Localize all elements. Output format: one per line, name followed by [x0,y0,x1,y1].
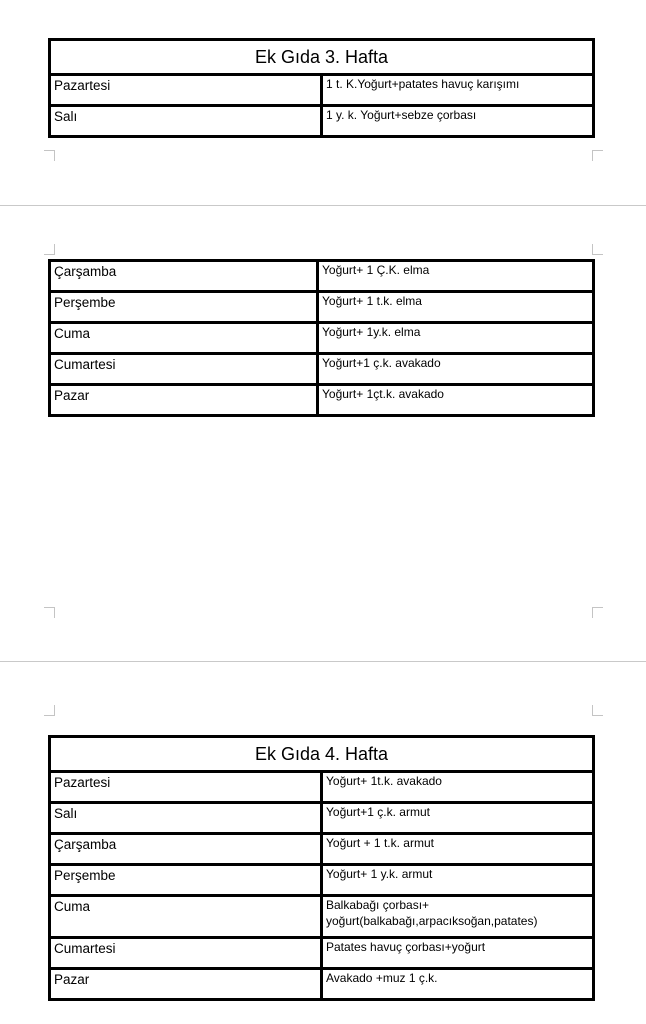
table-row [50,772,594,803]
day-cell: Cumartesi [50,354,318,385]
page-corner-mark [592,150,603,161]
table-row [50,896,594,938]
page-corner-mark [592,705,603,716]
page-corner-mark [592,244,603,255]
day-cell: Cumartesi [50,938,322,969]
food-cell: 1 y. k. Yoğurt+sebze çorbası [322,106,594,137]
table-row [50,969,594,1000]
table-row [50,865,594,896]
page-corner-mark [592,607,603,618]
day-cell: Perşembe [50,865,322,896]
food-cell: Yoğurt+ 1 y.k. armut [322,865,594,896]
food-cell: Patates havuç çorbası+yoğurt [322,938,594,969]
table-title-row [50,737,594,772]
food-cell: Yoğurt+1 ç.k. armut [322,803,594,834]
food-cell: 1 t. K.Yoğurt+patates havuç karışımı [322,75,594,106]
day-cell: Cuma [50,323,318,354]
food-cell: Yoğurt+ 1t.k. avakado [322,772,594,803]
day-cell: Pazar [50,969,322,1000]
food-cell: Balkabağı çorbası+ yoğurt(balkabağı,arpacıksoğan,patates) [322,896,594,938]
week3-title: Ek Gıda 3. Hafta [50,40,594,75]
table-row [50,106,594,137]
food-cell: Yoğurt+1 ç.k. avakado [318,354,594,385]
page-corner-mark [44,607,55,618]
table-title-row [50,40,594,75]
day-cell: Çarşamba [50,261,318,292]
day-cell: Cuma [50,896,322,938]
food-cell: Yoğurt+ 1y.k. elma [318,323,594,354]
table-row [50,75,594,106]
food-cell: Yoğurt+ 1çt.k. avakado [318,385,594,416]
table-row [50,803,594,834]
week4-table [48,735,595,1001]
table-row [50,261,594,292]
table-row [50,834,594,865]
table-row [50,938,594,969]
food-cell: Yoğurt+ 1 Ç.K. elma [318,261,594,292]
table-row [50,385,594,416]
food-cell: Avakado +muz 1 ç.k. [322,969,594,1000]
day-cell: Perşembe [50,292,318,323]
day-cell: Pazartesi [50,75,322,106]
page-separator [0,661,646,662]
page-corner-mark [44,705,55,716]
week4-title: Ek Gıda 4. Hafta [50,737,594,772]
week3-continued-table [48,259,595,417]
day-cell: Salı [50,106,322,137]
day-cell: Salı [50,803,322,834]
page-corner-mark [44,244,55,255]
page-corner-mark [44,150,55,161]
week3-table [48,38,595,138]
food-cell: Yoğurt + 1 t.k. armut [322,834,594,865]
day-cell: Pazar [50,385,318,416]
table-row [50,323,594,354]
table-row [50,292,594,323]
food-cell: Yoğurt+ 1 t.k. elma [318,292,594,323]
table-row [50,354,594,385]
page-separator [0,205,646,206]
day-cell: Pazartesi [50,772,322,803]
day-cell: Çarşamba [50,834,322,865]
